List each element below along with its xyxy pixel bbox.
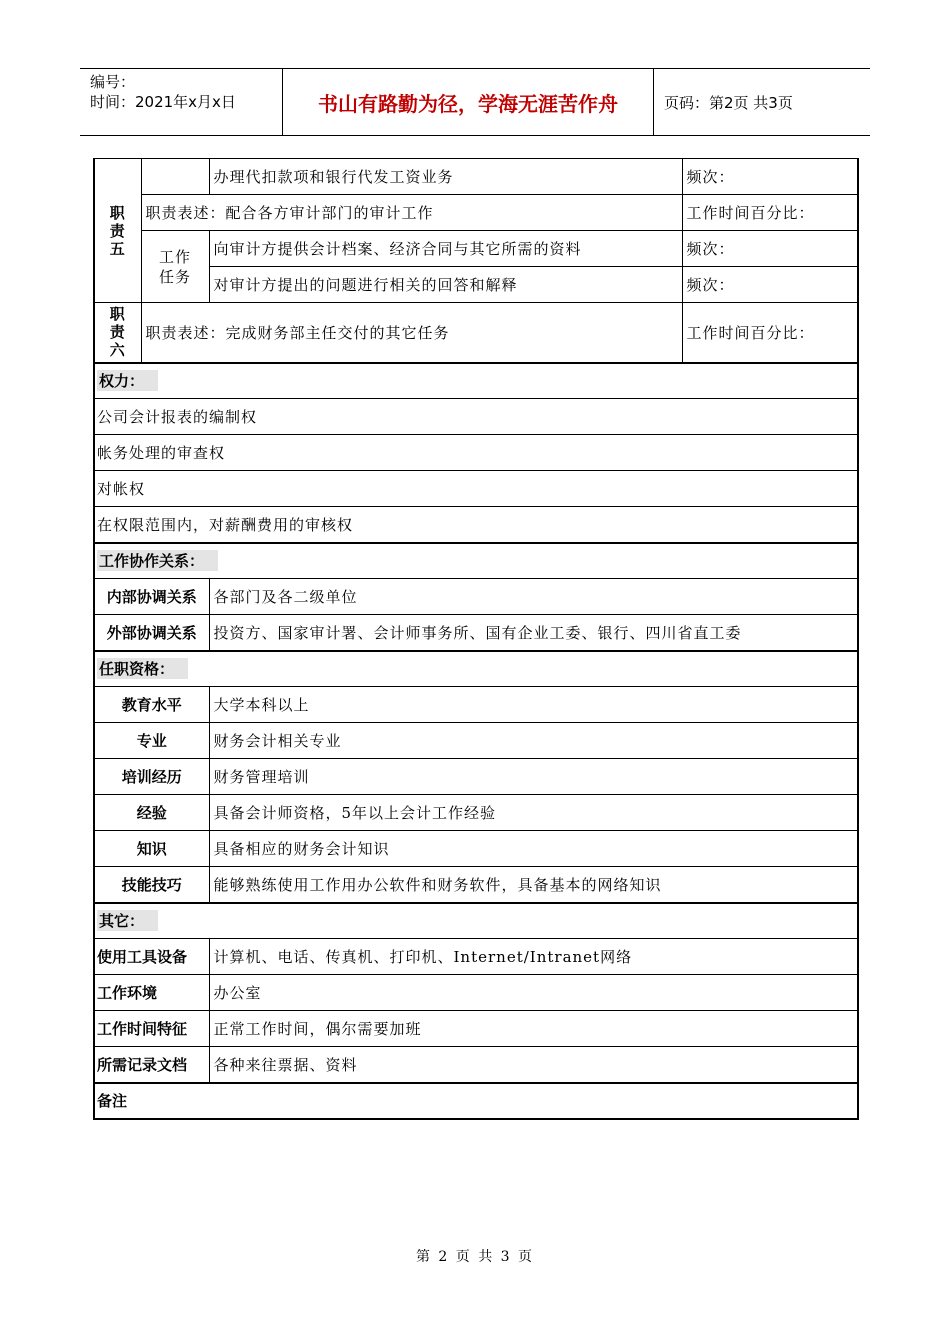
section-header-row [94,543,858,579]
qualification-label: 培训经历 [94,759,209,795]
table-row [94,507,858,543]
power-item: 对帐权 [94,471,858,507]
relation-value: 投资方、国家审计署、会计师事务所、国有企业工委、银行、四川省直工委 [209,615,858,651]
duty-task: 对审计方提出的问题进行相关的回答和解释 [209,267,682,303]
table-row [94,975,858,1011]
page-number: 页码：第2页 共3页 [664,94,793,112]
table-row [94,1011,858,1047]
table-row [94,471,858,507]
table-row [94,231,858,267]
serial-number: 编号： [90,73,136,91]
page-footer: 第 2 页 共 3 页 [415,1249,535,1265]
table-row [94,267,858,303]
other-label: 工作时间特征 [94,1011,209,1047]
qualification-label: 教育水平 [94,687,209,723]
other-label: 所需记录文档 [94,1047,209,1083]
table-row [94,435,858,471]
table-row [94,579,858,615]
table-row [94,687,858,723]
qualification-label: 专业 [94,723,209,759]
duty-frequency: 频次： [682,267,858,303]
table-row [94,1047,858,1083]
duty-five-label: 职责五 [94,159,141,303]
job-description-table [93,158,859,1120]
relation-label: 外部协调关系 [94,615,209,651]
duty-six-description: 职责表述：完成财务部主任交付的其它任务 [141,303,682,363]
other-label: 使用工具设备 [94,939,209,975]
remarks-title: 备注 [94,1083,858,1119]
table-row [94,399,858,435]
other-value: 各种来往票据、资料 [209,1047,858,1083]
duty-frequency: 频次： [682,231,858,267]
qualification-value: 能够熟练使用工作用办公软件和财务软件，具备基本的网络知识 [209,867,858,903]
table-row [94,723,858,759]
table-row [94,795,858,831]
powers-title: 权力： [94,363,858,399]
relation-value: 各部门及各二级单位 [209,579,858,615]
duty-six-percentage: 工作时间百分比： [682,303,858,363]
qualification-label: 技能技巧 [94,867,209,903]
work-task-label: 工作任务 [141,231,209,303]
other-value: 正常工作时间，偶尔需要加班 [209,1011,858,1047]
duty-five-percentage: 工作时间百分比： [682,195,858,231]
power-item: 公司会计报表的编制权 [94,399,858,435]
duty-task: 办理代扣款项和银行代发工资业务 [209,159,682,195]
duty-six-label: 职责六 [94,303,141,363]
qualifications-title: 任职资格： [94,651,858,687]
power-item: 在权限范围内，对薪酬费用的审核权 [94,507,858,543]
qualification-value: 财务管理培训 [209,759,858,795]
table-row [94,759,858,795]
relation-label: 内部协调关系 [94,579,209,615]
qualification-value: 具备会计师资格，5年以上会计工作经验 [209,795,858,831]
table-row [94,867,858,903]
qualification-label: 知识 [94,831,209,867]
section-header-row [94,903,858,939]
duty-frequency: 频次： [682,159,858,195]
date-line: 时间：2021年x月x日 [90,93,236,111]
other-value: 办公室 [209,975,858,1011]
other-value: 计算机、电话、传真机、打印机、Internet/Intranet网络 [209,939,858,975]
table-row [94,159,858,195]
page-header [80,68,870,136]
header-meta [80,69,282,136]
others-title: 其它： [94,903,858,939]
qualification-value: 具备相应的财务会计知识 [209,831,858,867]
table-row [94,303,858,363]
duty-five-description: 职责表述：配合各方审计部门的审计工作 [141,195,682,231]
power-item: 帐务处理的审查权 [94,435,858,471]
relations-title: 工作协作关系： [94,543,858,579]
section-header-row [94,363,858,399]
qualification-value: 大学本科以上 [209,687,858,723]
table-row [94,615,858,651]
table-row [94,1083,858,1119]
section-header-row [94,651,858,687]
table-row [94,831,858,867]
qualification-value: 财务会计相关专业 [209,723,858,759]
table-row [94,195,858,231]
motto: 书山有路勤为径，学海无涯苦作舟 [282,69,654,136]
qualification-label: 经验 [94,795,209,831]
other-label: 工作环境 [94,975,209,1011]
duty-task: 向审计方提供会计档案、经济合同与其它所需的资料 [209,231,682,267]
table-row [94,939,858,975]
